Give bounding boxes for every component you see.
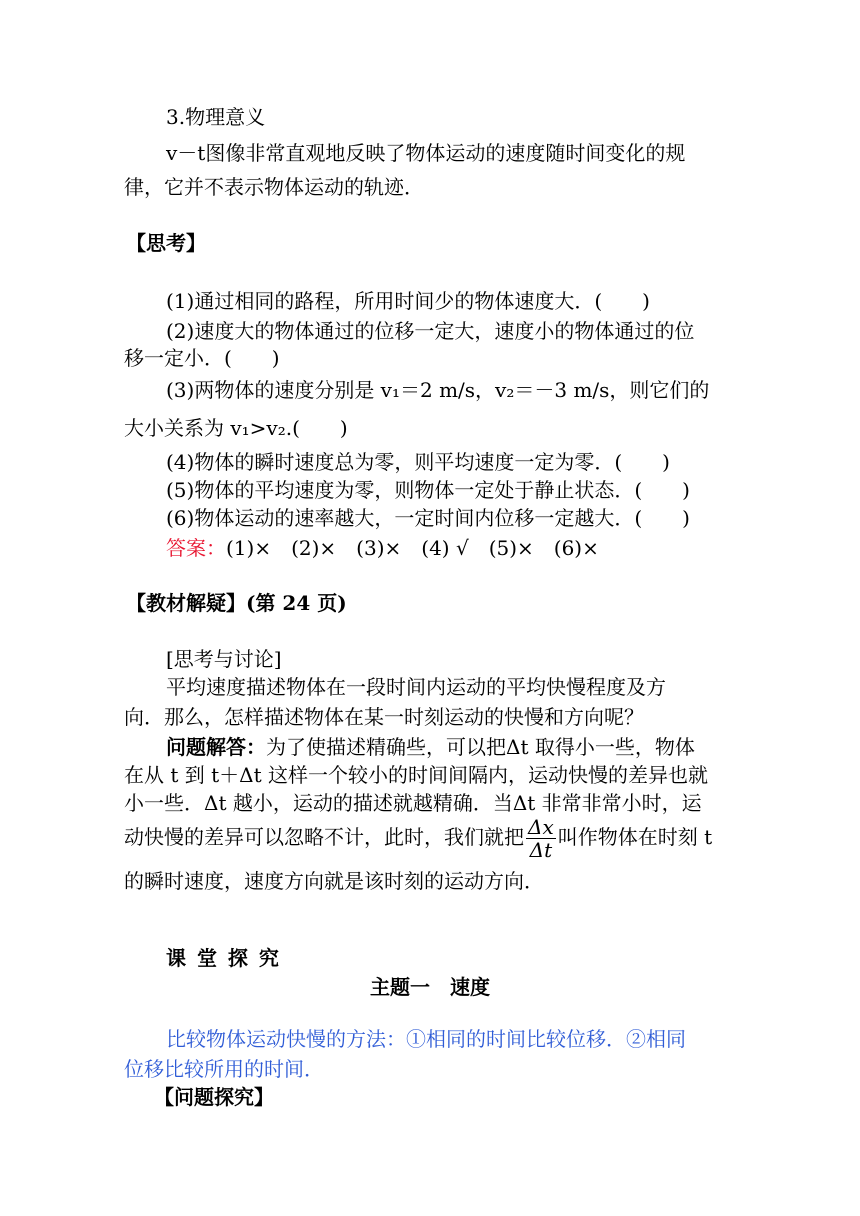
think-q2a: (2)速度大的物体通过的位移一定大，速度小的物体通过的位 [166, 319, 695, 343]
answer-line4-post: 叫作物体在时刻 t [557, 825, 713, 849]
method-line1: 比较物体运动快慢的方法：①相同的时间比较位移．②相同 [166, 1027, 686, 1051]
discussion-p1a: 平均速度描述物体在一段时间内运动的平均快慢程度及方 [166, 675, 666, 699]
fraction-numerator: Δx [528, 815, 554, 839]
think-q6: (6)物体运动的速率越大，一定时间内位移一定越大．( ) [166, 506, 690, 530]
section3-line1: v－t图像非常直观地反映了物体运动的速度随时间变化的规 [166, 141, 686, 165]
answer-label-bold: 问题解答： [166, 735, 266, 759]
section3-line2: 律，它并不表示物体运动的轨迹． [124, 175, 424, 199]
textbook-heading: 【教材解疑】(第 24 页) [126, 591, 347, 615]
answer-line5: 的瞬时速度，速度方向就是该时刻的运动方向． [124, 869, 544, 893]
delta-fraction [526, 816, 556, 861]
think-q3a: (3)两物体的速度分别是 v₁＝2 m/s，v₂＝－3 m/s，则它们的 [166, 378, 710, 402]
think-heading: 【思考】 [126, 231, 206, 255]
think-q3b: 大小关系为 v₁>v₂.( ) [124, 416, 348, 440]
answer-label: 答案： [166, 536, 226, 560]
answer-line2: 在从 t 到 t＋Δt 这样一个较小的时间间隔内，运动快慢的差异也就 [124, 763, 708, 787]
answer-line4 [124, 816, 740, 861]
think-answer [124, 533, 740, 563]
think-q2b: 移一定小．( ) [124, 346, 280, 370]
explore-heading: 【问题探究】 [154, 1085, 274, 1109]
think-q1: (1)通过相同的路程，所用时间少的物体速度大．( ) [166, 289, 650, 313]
answer-line4-pre: 动快慢的差异可以忽略不计，此时，我们就把 [124, 825, 524, 849]
classroom-heading: 课 堂 探 究 [166, 946, 281, 970]
section3-heading: 3.物理意义 [166, 105, 266, 129]
answer-text: (1)× (2)× (3)× (4) √ (5)× (6)× [226, 536, 599, 560]
think-q4: (4)物体的瞬时速度总为零，则平均速度一定为零．( ) [166, 450, 670, 474]
fraction-denominator: Δt [529, 838, 553, 862]
think-q5: (5)物体的平均速度为零，则物体一定处于静止状态．( ) [166, 478, 690, 502]
answer-line1-text: 为了使描述精确些，可以把Δt 取得小一些，物体 [266, 735, 695, 759]
topic-title: 主题一 速度 [370, 975, 490, 999]
discussion-p1b: 向．那么，怎样描述物体在某一时刻运动的快慢和方向呢？ [124, 705, 644, 729]
answer-line3: 小一些．Δt 越小，运动的描述就越精确．当Δt 非常非常小时，运 [124, 791, 702, 815]
answer-line1 [124, 732, 740, 762]
discussion-subheading: [思考与讨论] [166, 647, 282, 671]
method-line2: 位移比较所用的时间． [124, 1057, 324, 1081]
